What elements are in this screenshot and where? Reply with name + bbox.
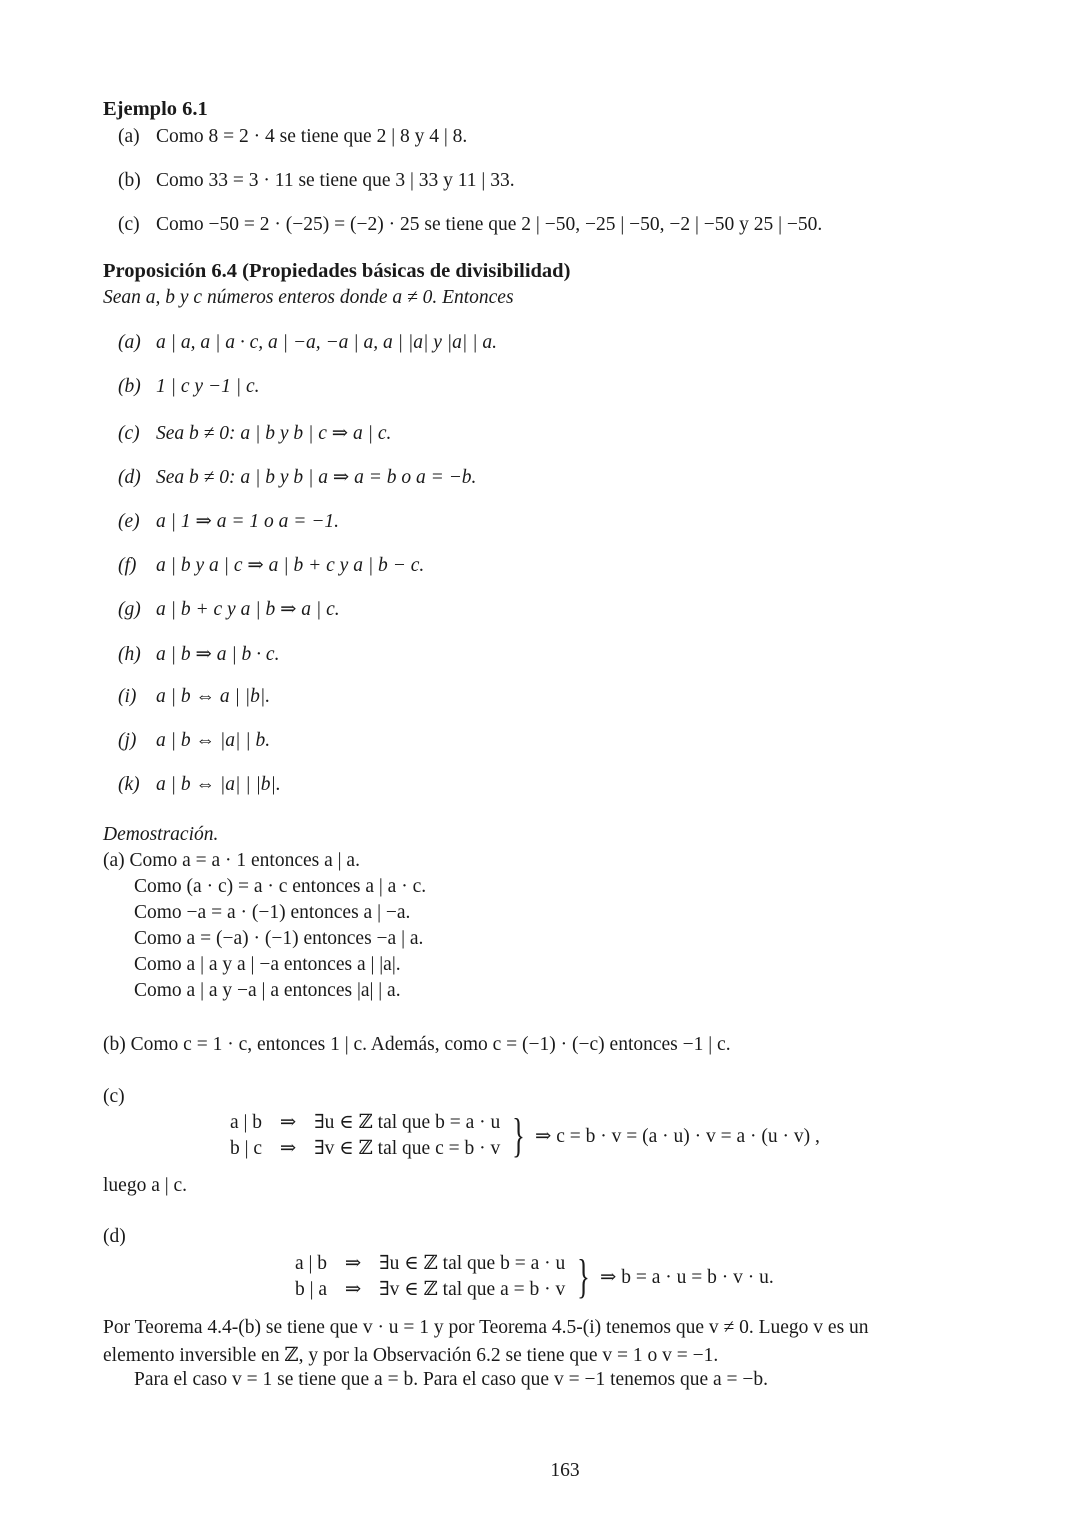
proof-part-c-system [228,1110,820,1162]
proof-part-c-label: (c) [103,1086,125,1107]
proof-part-c-after: luego a | c. [103,1175,188,1196]
proof-heading: Demostración. [103,824,219,845]
example-item-b [118,170,515,192]
item-text: a | b ⇔ |a| | b. [156,730,271,751]
item-text: a | b ⇔ |a| | |b|. [156,774,281,795]
right-brace-icon: } [577,1250,590,1303]
proposition-item-a [118,332,497,354]
item-label: (d) [118,467,141,488]
proposition-heading: Proposición 6.4 (Propiedades básicas de divisibilidad) [103,260,571,282]
item-label: (h) [118,644,141,665]
item-text: a | a, a | a · c, a | −a, −a | a, a | |a| y |a| | a. [156,332,497,353]
example-heading: Ejemplo 6.1 [103,98,208,120]
item-label: (j) [118,730,137,751]
item-text: a | b ⇒ a | b · c. [156,644,280,665]
page-number: 163 [550,1460,580,1481]
item-label: (e) [118,511,140,532]
system-row-right: ∃v ∈ ℤ tal que c = b · v [314,1138,501,1159]
item-text: a | b + c y a | b ⇒ a | c. [156,599,340,620]
proof-part-a-line-5: Como a | a y a | −a entonces a | |a|. [134,954,401,975]
example-item-c [118,214,822,236]
proof-part-a-line-4: Como a = (−a) · (−1) entonces −a | a. [134,928,424,949]
system-row-left: b | a [295,1279,328,1300]
proposition-item-k [118,774,281,796]
item-label: (b) [118,376,141,397]
proof-part-a-label: (a) [103,850,125,871]
proof-part-b-label: (b) [103,1034,126,1055]
proposition-item-i [118,686,270,708]
item-label: (b) [118,170,141,191]
proposition-item-g [118,597,340,621]
proposition-item-b [118,376,259,398]
item-text: a | b ⇔ a | |b|. [156,686,271,707]
system-row-right: ∃v ∈ ℤ tal que a = b · v [379,1279,566,1300]
right-brace-icon: } [512,1109,525,1162]
item-text: Como −50 = 2 · (−25) = (−2) · 25 se tiene que 2 | −50, −25 | −50, −2 | −50 y 25 | −50. [156,214,823,235]
proof-part-d-para2: Para el caso v = 1 se tiene que a = b. Para el caso que v = −1 tenemos que a = −b. [134,1369,768,1390]
item-label: (f) [118,555,137,576]
item-label: (k) [118,774,140,795]
system-row-right: ∃u ∈ ℤ tal que b = a · u [314,1112,501,1133]
proof-part-a-line-1 [103,850,360,872]
implies-arrow: ⇒ [344,1279,362,1300]
system-row-left: a | b [230,1112,263,1133]
implies-arrow: ⇒ [344,1253,362,1274]
proof-part-b [103,1034,731,1056]
example-item-a [118,126,467,148]
item-text: Sea b ≠ 0: a | b y b | c ⇒ a | c. [156,423,392,444]
proof-part-d-conclusion: ⇒ b = a · u = b · v · u. [600,1267,774,1288]
proof-line: Como a = a · 1 entonces a | a. [129,850,360,871]
item-label: (g) [118,599,141,620]
item-label: (a) [118,332,141,353]
proposition-item-e [118,509,339,533]
proposition-item-c [118,421,391,445]
item-label: (c) [118,214,140,235]
item-label: (c) [118,423,140,444]
proof-part-a-line-2: Como (a · c) = a · c entonces a | a · c. [134,876,427,897]
proof-part-d-label: (d) [103,1226,126,1247]
implies-arrow: ⇒ [279,1112,297,1133]
system-row-left: b | c [230,1138,263,1159]
proof-part-a-line-3: Como −a = a · (−1) entonces a | −a. [134,902,411,923]
proof-part-d-para1-line2: elemento inversible en ℤ, y por la Observación 6.2 se tiene que v = 1 o v = −1. [103,1345,719,1366]
proof-part-d-para1-line1: Por Teorema 4.4-(b) se tiene que v · u = 1 y por Teorema 4.5-(i) tenemos que v ≠ 0. Luego v es un [103,1317,869,1338]
proof-part-b-text: Como c = 1 · c, entonces 1 | c. Además, como c = (−1) · (−c) entonces −1 | c. [130,1034,731,1055]
item-text: Sea b ≠ 0: a | b y b | a ⇒ a = b o a = −b. [156,467,477,488]
proof-part-d-system [293,1251,774,1303]
proof-part-c-conclusion: ⇒ c = b · v = (a · u) · v = a · (u · v) , [535,1126,820,1147]
item-text: a | b y a | c ⇒ a | b + c y a | b − c. [156,555,425,576]
proposition-item-f [118,553,424,577]
proposition-item-j [118,730,270,752]
proof-part-a-line-6: Como a | a y −a | a entonces |a| | a. [134,980,401,1001]
item-text: Como 33 = 3 · 11 se tiene que 3 | 33 y 11 | 33. [156,170,515,191]
item-text: a | 1 ⇒ a = 1 o a = −1. [156,511,340,532]
system-row-left: a | b [295,1253,328,1274]
implies-arrow: ⇒ [279,1138,297,1159]
proposition-item-h [118,642,279,666]
item-text: 1 | c y −1 | c. [156,376,260,397]
proposition-intro: Sean a, b y c números enteros donde a ≠ 0. Entonces [103,287,514,308]
item-label: (a) [118,126,140,147]
item-text: Como 8 = 2 · 4 se tiene que 2 | 8 y 4 | 8. [156,126,468,147]
proposition-item-d [118,465,476,489]
item-label: (i) [118,686,137,707]
system-row-right: ∃u ∈ ℤ tal que b = a · u [379,1253,566,1274]
